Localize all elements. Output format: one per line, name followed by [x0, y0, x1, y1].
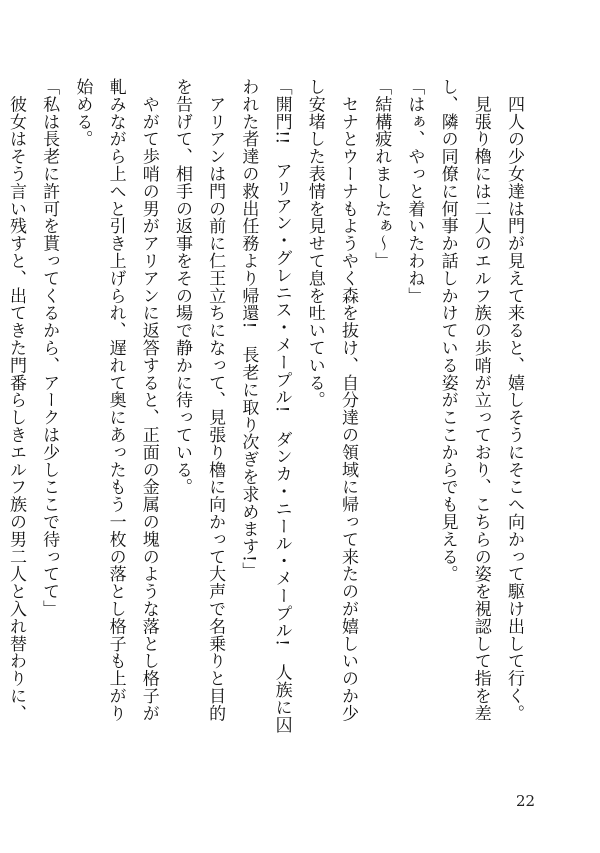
- paragraph: 見張り櫓には二人のエルフ族の歩哨が立っており、こちらの姿を視認して指を差し、隣の同僚に何事か話しかけている姿がここからでも見える。: [437, 78, 491, 722]
- paragraph: 「はぁ、やっと着いたわね」: [404, 78, 425, 305]
- paragraph: 「結構疲れましたぁ～」: [371, 78, 392, 270]
- paragraph: 「開門!! アリアン・グレニス・メープル! ダンカ・ニール・メープル! 人族に囚われた者達の救出任務より帰還! 長老に取り次ぎを求めます!」: [238, 78, 292, 734]
- paragraph: セナとウーナもようやく森を抜け、自分達の領域に帰って来たのが嬉しいのか少し安堵した表情を見せて息を吐いている。: [304, 78, 358, 722]
- paragraph: やがて歩哨の男がアリアンに返答すると、正面の金属の塊のような落とし格子が軋みながら上へと引き上げられ、遅れて奥にあったもう一枚の落とし格子も上がり始める。: [72, 78, 159, 722]
- page-number: 22: [516, 792, 536, 810]
- paragraph: アリアンは門の前に仁王立ちになって、見張り櫓に向かって大声で名乗りと目的を告げて、相手の返事をその場で静かに待っている。: [171, 78, 226, 722]
- paragraph: 彼女はそう言い残すと、出てきた門番らしきエルフ族の男二人と入れ替わりに、: [5, 95, 26, 722]
- paragraph: 「私は長老に許可を貰ってくるから、アークは少しここで待ってて」: [39, 78, 60, 618]
- vertical-text-body: [5, 78, 530, 738]
- paragraph: 四人の少女達は門が見えて来ると、嬉しそうにそこへ向かって駆け出して行く。: [504, 95, 524, 722]
